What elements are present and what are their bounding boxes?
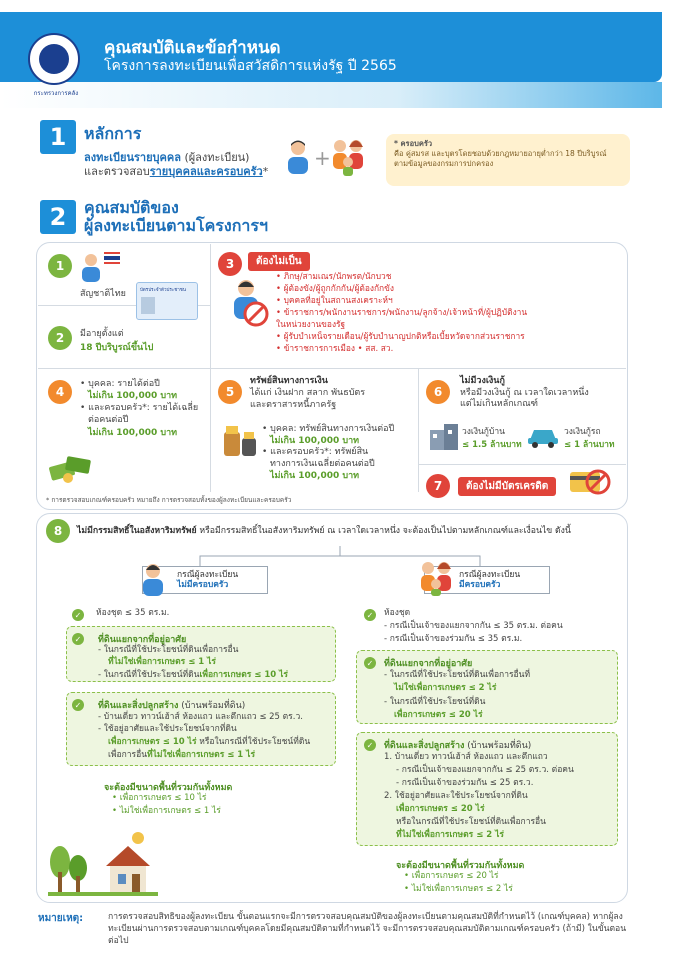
income-line: • บุคคล: รายได้ต่อปี [80, 379, 160, 389]
financial-asset-line: ได้แก่ เงินฝาก สลาก พันธบัตร [250, 387, 366, 398]
property-header [77, 523, 571, 537]
building-limit: ที่ไม่ใช่เพื่อการเกษตร ≤ 1 ไร่ [147, 750, 256, 760]
individual-label: ลงทะเบียนรายบุคคล [84, 151, 181, 164]
page-subtitle: โครงการลงทะเบียนเพื่อสวัสดิการแห่งรัฐ ปี 2565 [104, 58, 397, 74]
prohibited-item: • ผู้รับบำเหน็จรายเดือน/ผู้รับบำนาญปกติหรือเบี้ยหวัดจากส่วนราชการ [276, 330, 525, 341]
ministry-logo [28, 33, 80, 85]
item-2-number: 2 [48, 326, 72, 350]
item-8-number: 8 [46, 519, 70, 543]
land-building-note: (บ้านพร้อมที่ดิน) [464, 741, 532, 751]
case-type: มีครอบครัว [459, 580, 501, 590]
header-gradient [0, 82, 662, 108]
age-label: มีอายุตั้งแต่ [80, 329, 124, 339]
land-line-text: - ในกรณีที่ใช้ประโยชน์ที่ดิน [98, 670, 200, 680]
land-limit: ที่ไม่ใช่เพื่อการเกษตร ≤ 1 ไร่ [108, 657, 216, 667]
building-line: - กรณีเป็นเจ้าของร่วมกัน ≤ 25 ตร.ว. [396, 778, 534, 788]
remark-text: การตรวจสอบสิทธิของผู้ลงทะเบียน ขั้นตอนแรกจะมีการตรวจสอบคุณสมบัติของผู้ลงทะเบียนตามคุณสมบัติที่กำหนดไว้ (เกณฑ์บุคคล) หากผู้ลงทะเบียนผ่านการตรวจสอบตามเกณฑ์บุคคลโดยมีคุณสมบัติตามที่กำหนดไว้ จะมีการตรวจสอบคุณสมบัติตามเกณฑ์ครอบครัว (ถ้ามี) ในขั้นตอนต่อไป [108, 912, 627, 947]
financial-asset-title: ทรัพย์สินทางการเงิน [250, 376, 328, 386]
divider [210, 244, 211, 368]
no-entry-person-icon [226, 278, 270, 328]
family-criteria-footnote: * การตรวจสอบเกณฑ์ครอบครัว หมายถึง การตรวจสอบทั้งของผู้ลงทะเบียนและครอบครัว [46, 496, 292, 504]
financial-asset-line: ทางการเงินเฉลี่ยต่อคนต่อปี [270, 459, 375, 470]
prohibited-item: • บุคคลที่อยู่ในสถานสงเคราะห์ฯ [276, 294, 393, 305]
land-line: - ในกรณีที่ใช้ประโยชน์ที่ดิน [384, 697, 486, 707]
item-5-number: 5 [218, 380, 242, 404]
item-3-number: 3 [218, 252, 242, 276]
section-1-line2 [84, 162, 268, 180]
building-line: - บ้านเดี่ยว ทาวน์เฮ้าส์ ห้องแถว และตึกแถว ≤ 25 ตร.ว. [98, 712, 303, 722]
person-icon [80, 252, 102, 282]
note-title: * ครอบครัว [394, 139, 433, 148]
no-property-label: ไม่มีกรรมสิทธิ์ในอสังหาริมทรัพย์ [77, 526, 197, 536]
case-label: กรณีผู้ลงทะเบียน [459, 569, 521, 580]
building-line: - กรณีเป็นเจ้าของแยกจากกัน ≤ 25 ตร.ว. ต่อคน [396, 765, 574, 775]
prohibited-item: • ผู้ต้องขัง/ผู้ถูกกักกัน/ผู้ต้องกักขัง [276, 282, 394, 293]
prohibited-list [276, 271, 527, 354]
building-line: 2. ใช้อยู่อาศัยและใช้ประโยชน์จากที่ดิน [384, 791, 528, 801]
section-1-title: หลักการ [84, 124, 142, 143]
family-definition-note [386, 134, 630, 186]
id-card-icon [136, 282, 198, 320]
prohibited-item: ในหน่วยงานของรัฐ [276, 318, 346, 329]
financial-asset-limit: ไม่เกิน 100,000 บาท [270, 470, 360, 481]
check-icon: ✓ [72, 699, 84, 711]
building-limit: ที่ไม่ใช่เพื่อการเกษตร ≤ 2 ไร่ [396, 830, 504, 840]
land-limit: เพื่อการเกษตร ≤ 10 ไร่ [199, 670, 288, 680]
house-trees-illustration [48, 828, 158, 898]
land-title: ที่ดินแยกจากที่อยู่อาศัย [384, 659, 473, 669]
person-icon [140, 562, 166, 596]
item-4-number: 4 [48, 380, 72, 404]
income-criteria [80, 378, 198, 439]
total-area-title: จะต้องมีขนาดพื้นที่รวมกันทั้งหมด [396, 861, 525, 871]
total-area-limit: • ไม่ใช่เพื่อการเกษตร ≤ 1 ไร่ [112, 806, 221, 816]
family-icon [418, 560, 454, 596]
home-loan-label: วงเงินกู้บ้าน [462, 427, 505, 437]
thai-flag-icon [104, 252, 120, 264]
financial-asset-line: • และครอบครัว*: ทรัพย์สิน [262, 447, 369, 458]
building-line [108, 750, 255, 761]
condo-label: ห้องชุด [384, 608, 411, 618]
prohibited-item: • ข้าราชการการเมือง • สส. สว. [276, 342, 394, 353]
case-label: กรณีผู้ลงทะเบียน [177, 569, 239, 580]
check-icon: ✓ [72, 609, 84, 621]
asterisk: * [262, 165, 269, 178]
money-icon [48, 450, 92, 484]
thai-nationality-label: สัญชาติไทย [80, 289, 126, 299]
financial-asset-criteria [250, 376, 365, 412]
financial-asset-limits [262, 424, 394, 482]
divider [38, 368, 626, 369]
registrant-label: (ผู้ลงทะเบียน) [180, 151, 250, 164]
item-1-number: 1 [48, 254, 72, 278]
section-2-title-2: ผู้ลงทะเบียนตามโครงการฯ [84, 216, 268, 235]
financial-asset-limit: ไม่เกิน 100,000 บาท [270, 435, 360, 446]
remark-label: หมายเหตุ: [38, 913, 84, 924]
prohibited-item: • ข้าราชการ/พนักงานราชการ/พนักงาน/ลูกจ้าง/เจ้าหน้าที่/ผู้ปฏิบัติงาน [276, 306, 528, 317]
loan-line: หรือมีวงเงินกู้ ณ เวลาใดเวลาหนึ่ง [460, 387, 589, 398]
total-area-limit: • เพื่อการเกษตร ≤ 20 ไร่ [404, 871, 499, 881]
car-loan-label: วงเงินกู้รถ [564, 427, 601, 437]
logo-text: กระทรวงการคลัง [33, 90, 79, 97]
condo-line: - กรณีเป็นเจ้าของแยกจากกัน ≤ 35 ตร.ม. ต่อคน [384, 621, 563, 631]
income-line: • และครอบครัว*: รายได้เฉลี่ย [80, 403, 199, 414]
must-not-be-tag: ต้องไม่เป็น [248, 252, 310, 271]
loan-title: ไม่มีวงเงินกู้ [460, 376, 505, 386]
land-building-label: ที่ดินและสิ่งปลูกสร้าง [98, 701, 179, 711]
check-icon: ✓ [364, 609, 376, 621]
land-line: - ในกรณีที่ใช้ประโยชน์ที่ดินเพื่อการอื่น [98, 645, 239, 655]
car-icon [526, 424, 560, 448]
land-limit: เพื่อการเกษตร ≤ 20 ไร่ [394, 710, 483, 720]
land-building-label: ที่ดินและสิ่งปลูกสร้าง [384, 741, 465, 751]
building-line: 1. บ้านเดี่ยว ทาวน์เฮ้าส์ ห้องแถว และตึกแถว [384, 752, 548, 762]
no-credit-card-tag: ต้องไม่มีบัตรเครดิต [458, 477, 556, 496]
loan-criteria [460, 376, 589, 411]
income-limit: ไม่เกิน 100,000 บาท [88, 427, 178, 438]
individual-family-label: รายบุคคลและครอบครัว [149, 165, 263, 178]
item-6-number: 6 [426, 380, 450, 404]
building-limit: เพื่อการเกษตร ≤ 20 ไร่ [396, 804, 485, 814]
building-line-text: หรือในกรณีที่ใช้ประโยชน์ที่ดิน [196, 737, 311, 747]
item-7-number: 7 [426, 474, 450, 498]
total-area-limit: • เพื่อการเกษตร ≤ 10 ไร่ [112, 793, 207, 803]
building-line [108, 737, 310, 748]
home-loan-limit: ≤ 1.5 ล้านบาท [462, 440, 522, 450]
divider [418, 464, 626, 465]
check-icon: ✓ [364, 657, 376, 669]
credit-card-prohibited-icon [568, 466, 612, 496]
page-title: คุณสมบัติและข้อกำหนด [104, 38, 281, 58]
land-line: - ในกรณีที่ใช้ประโยชน์ที่ดินเพื่อการอื่นที่ [384, 670, 531, 680]
total-area-title: จะต้องมีขนาดพื้นที่รวมกันทั้งหมด [104, 783, 233, 793]
section-2-number: 2 [40, 200, 76, 234]
prohibited-item: • ภิกษุ/สามเณร/นักพรต/นักบวช [276, 271, 392, 281]
land-limit: ไม่ใช่เพื่อการเกษตร ≤ 2 ไร่ [394, 683, 497, 693]
land-building-note: (บ้านพร้อมที่ดิน) [178, 701, 246, 711]
building-line: - ใช้อยู่อาศัยและใช้ประโยชน์จากที่ดิน [98, 724, 237, 734]
financial-asset-line: และตราสารหนี้ภาครัฐ [250, 399, 337, 410]
income-line: ต่อคนต่อปี [88, 415, 129, 426]
land-line [98, 670, 288, 681]
house-icon [426, 420, 460, 450]
income-limit: ไม่เกิน 100,000 บาท [88, 391, 178, 402]
divider [418, 368, 419, 492]
land-title: ที่ดินแยกจากที่อยู่อาศัย [98, 635, 187, 645]
person-icon [286, 140, 310, 174]
condo-line: - กรณีเป็นเจ้าของร่วมกัน ≤ 35 ตร.ม. [384, 634, 523, 644]
check-icon: ✓ [72, 633, 84, 645]
land-building-title [98, 698, 245, 712]
plus-sign: + [314, 146, 331, 170]
check-label: และตรวจสอบ [84, 165, 150, 178]
divider [210, 368, 211, 492]
car-loan-limit: ≤ 1 ล้านบาท [564, 440, 615, 450]
age-value: 18 ปีบริบูรณ์ขึ้นไป [80, 343, 154, 353]
property-header-text: หรือมีกรรมสิทธิ์ในอสังหาริมทรัพย์ ณ เวลาใดเวลาหนึ่ง จะต้องเป็นไปตามหลักเกณฑ์และเงื่อนไข ดังนี้ [196, 526, 571, 536]
family-icon [330, 138, 366, 176]
id-card-text: บัตรประจำตัวประชาชน [140, 288, 186, 293]
financial-asset-line: • บุคคล: ทรัพย์สินทางการเงินต่อปี [262, 424, 395, 434]
check-icon: ✓ [364, 739, 376, 751]
section-2-title-1: คุณสมบัติของ [84, 198, 179, 217]
section-1-number: 1 [40, 120, 76, 154]
loan-line: แต่ไม่เกินหลักเกณฑ์ [460, 399, 539, 410]
building-line: หรือในกรณีที่ใช้ประโยชน์ที่ดินเพื่อการอื่น [396, 817, 546, 827]
case-type: ไม่มีครอบครัว [177, 580, 229, 590]
note-body: คือ คู่สมรส และบุตรโดยชอบด้วยกฎหมายอายุต่ำกว่า 18 ปีบริบูรณ์ ตามข้อมูลของกรมการปกครอง [394, 149, 607, 169]
condo-limit: ห้องชุด ≤ 35 ตร.ม. [96, 608, 170, 618]
building-line-text: เพื่อการอื่น [108, 750, 148, 760]
building-limit: เพื่อการเกษตร ≤ 10 ไร่ [108, 737, 197, 747]
savings-jar-icon [222, 418, 258, 458]
total-area-limit: • ไม่ใช่เพื่อการเกษตร ≤ 2 ไร่ [404, 884, 513, 894]
land-building-title [384, 738, 531, 752]
